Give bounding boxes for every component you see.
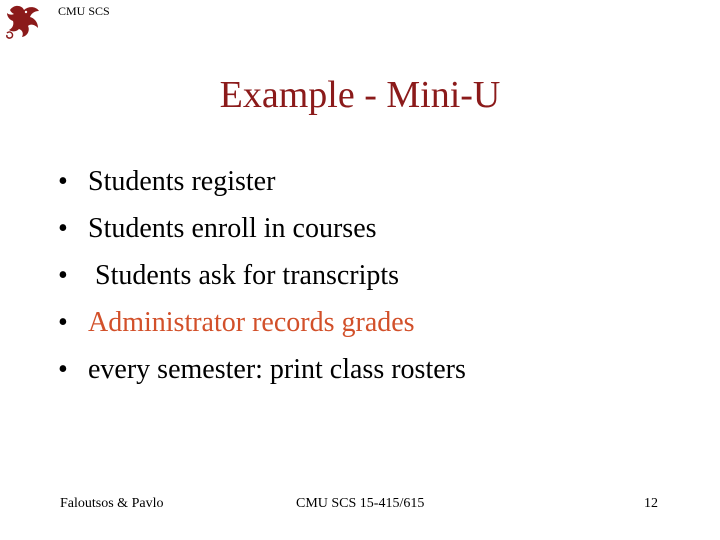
bullet-text: Students enroll in courses — [88, 213, 377, 244]
bullet-text: every semester: print class rosters — [88, 354, 466, 385]
bullet-item — [58, 256, 400, 303]
bullet-item-highlighted — [58, 303, 415, 350]
page-number: 12 — [644, 496, 658, 511]
bullet-marker: • — [58, 166, 68, 197]
dragon-logo-icon — [4, 2, 44, 40]
bullet-marker: • — [58, 354, 68, 385]
footer-authors: Faloutsos & Pavlo — [60, 496, 164, 511]
footer-course: CMU SCS 15-415/615 — [296, 496, 425, 511]
bullet-item — [58, 162, 276, 209]
bullet-text: Students register — [88, 166, 276, 197]
bullet-item — [58, 209, 377, 256]
header-label: CMU SCS — [58, 4, 110, 18]
bullet-item — [58, 350, 466, 397]
bullet-list — [58, 162, 466, 397]
bullet-text: Administrator records grades — [88, 307, 415, 338]
slide-title: Example - Mini-U — [219, 74, 501, 116]
bullet-marker: • — [58, 307, 68, 338]
bullet-text: Students ask for transcripts — [88, 260, 400, 291]
bullet-marker: • — [58, 260, 68, 291]
bullet-marker: • — [58, 213, 68, 244]
